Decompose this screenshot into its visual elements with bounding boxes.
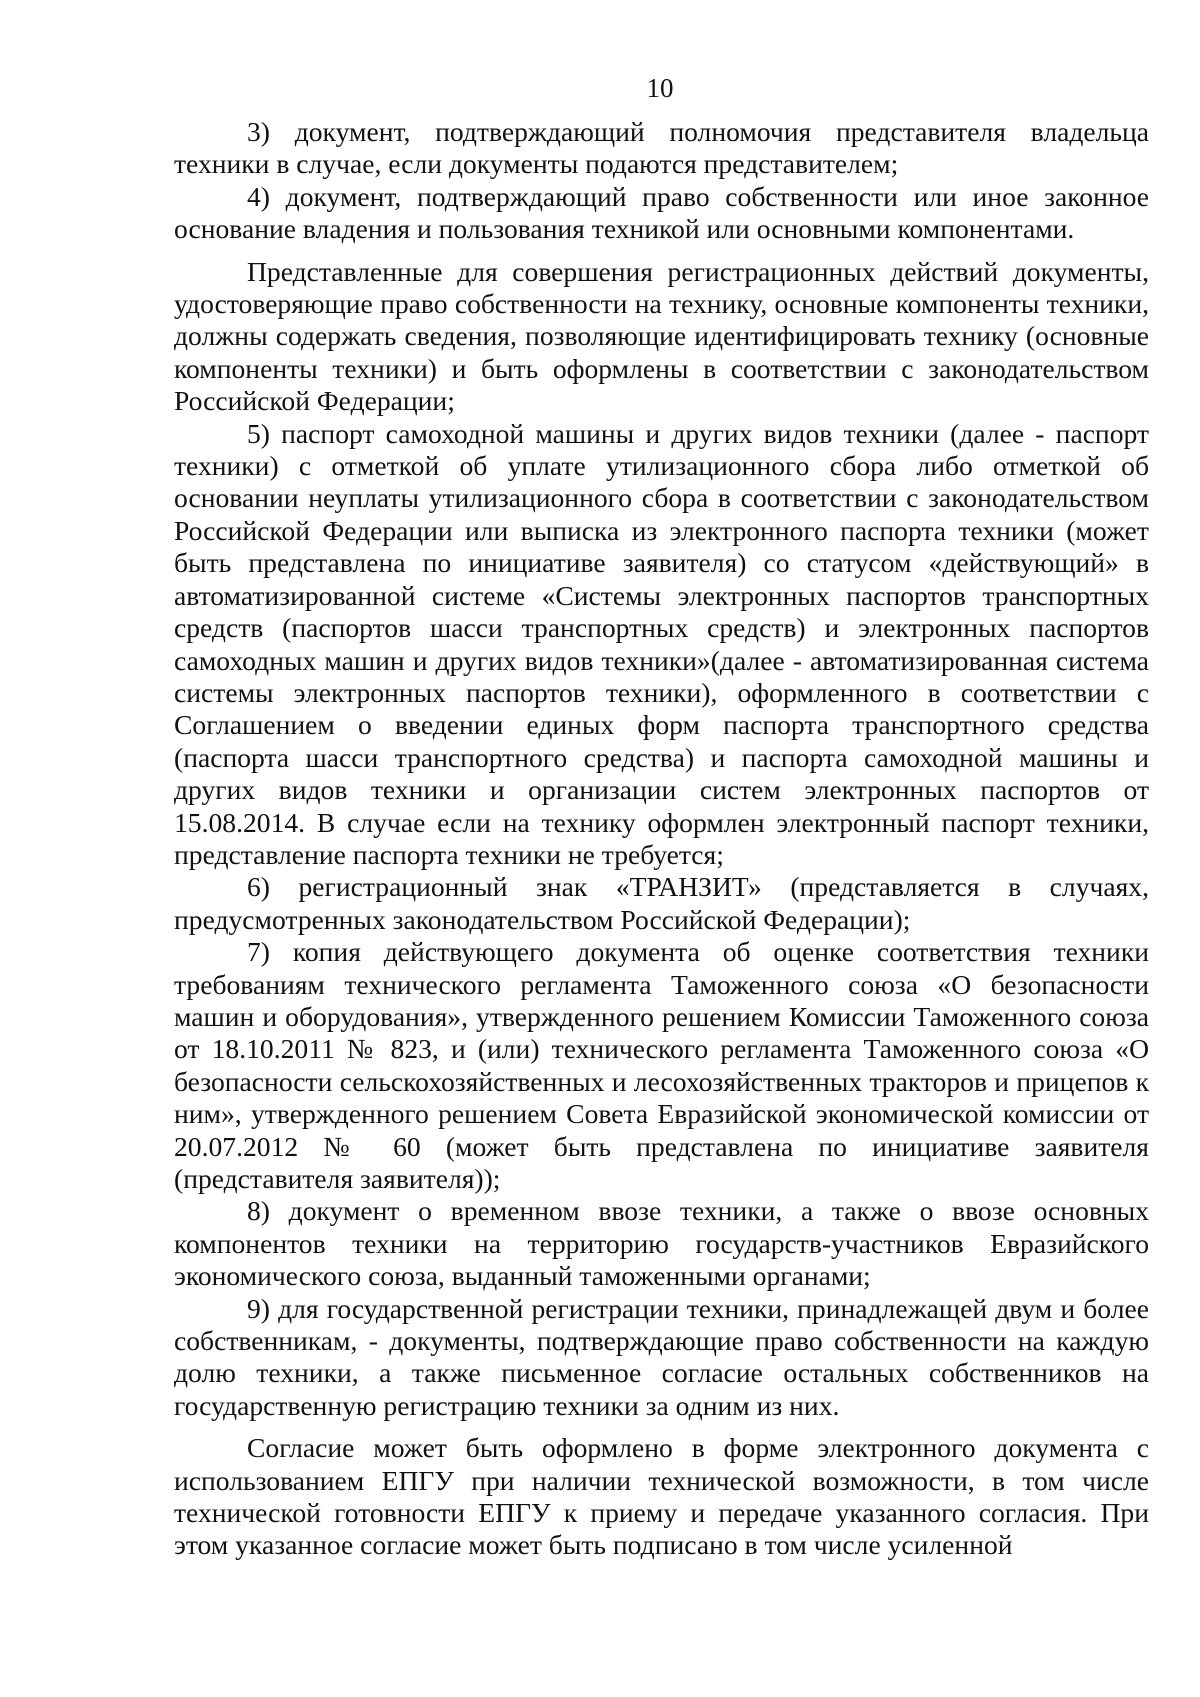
paragraph-consent: Согласие может быть оформлено в форме электронного документа с использованием ЕПГУ при наличии технической возможности, в том числе технической готовности ЕПГУ к приему и передаче указанного согласия. При этом указанное согласие может быть подписано в том числе усиленной [174,1432,1149,1561]
paragraph-documents-requirements: Представленные для совершения регистрационных действий документы, удостоверяющие право собственности на технику, основные компоненты техники, должны содержать сведения, позволяющие идентифицировать технику (основные компоненты техники) и быть оформлены в соответствии с законодательством Российской Федерации; [174,255,1149,417]
document-body [174,116,1149,1562]
paragraph-item-4: 4) документ, подтверждающий право собственности или иное законное основание владения и пользования техникой или основными компонентами. [174,180,1149,245]
paragraph-item-9: 9) для государственной регистрации техники, принадлежащей двум и более собственникам, - документы, подтверждающие право собственности на каждую долю техники, а также письменное согласие остальных собственников на государственную регистрацию техники за одним из них. [174,1292,1149,1421]
paragraph-item-8: 8) документ о временном ввозе техники, а также о ввозе основных компонентов техники на территорию государств-участников Евразийского экономического союза, выданный таможенными органами; [174,1195,1149,1292]
paragraph-item-6: 6) регистрационный знак «ТРАНЗИТ» (представляется в случаях, предусмотренных законодательством Российской Федерации); [174,871,1149,935]
paragraph-item-5: 5) паспорт самоходной машины и других видов техники (далее - паспорт техники) с отметкой об уплате утилизационного сбора либо отметкой об основании неуплаты утилизационного сбора в соответствии с законодательством Российской Федерации или выписка из электронного паспорта техники (может быть представлена по инициативе заявителя) со статусом «действующий» в автоматизированной системе «Системы электронных паспортов транспортных средств (паспортов шасси транспортных средств) и электронных паспортов самоходных машин и других видов техники»(далее - автоматизированная система системы электронных паспортов техники), оформленного в соответствии с Соглашением о введении единых форм паспорта транспортного средства (паспорта шасси транспортного средства) и паспорта самоходной машины и других видов техники и организации систем электронных паспортов от 15.08.2014. В случае если на технику оформлен электронный паспорт техники, представление паспорта техники не требуется; [174,417,1149,870]
paragraph-item-7: 7) копия действующего документа об оценке соответствия техники требованиям технического регламента Таможенного союза «О безопасности машин и оборудования», утвержденного решением Комиссии Таможенного союза от 18.10.2011 № 823, и (или) технического регламента Таможенного союза «О безопасности сельскохозяйственных и лесохозяйственных тракторов и прицепов к ним», утвержденного решением Совета Евразийской экономической комиссии от 20.07.2012 № 60 (может быть представлена по инициативе заявителя (представителя заявителя)); [174,936,1149,1194]
page-number: 10 [646,73,674,103]
paragraph-item-3: 3) документ, подтверждающий полномочия представителя владельца техники в случае, если документы подаются представителем; [174,116,1149,180]
